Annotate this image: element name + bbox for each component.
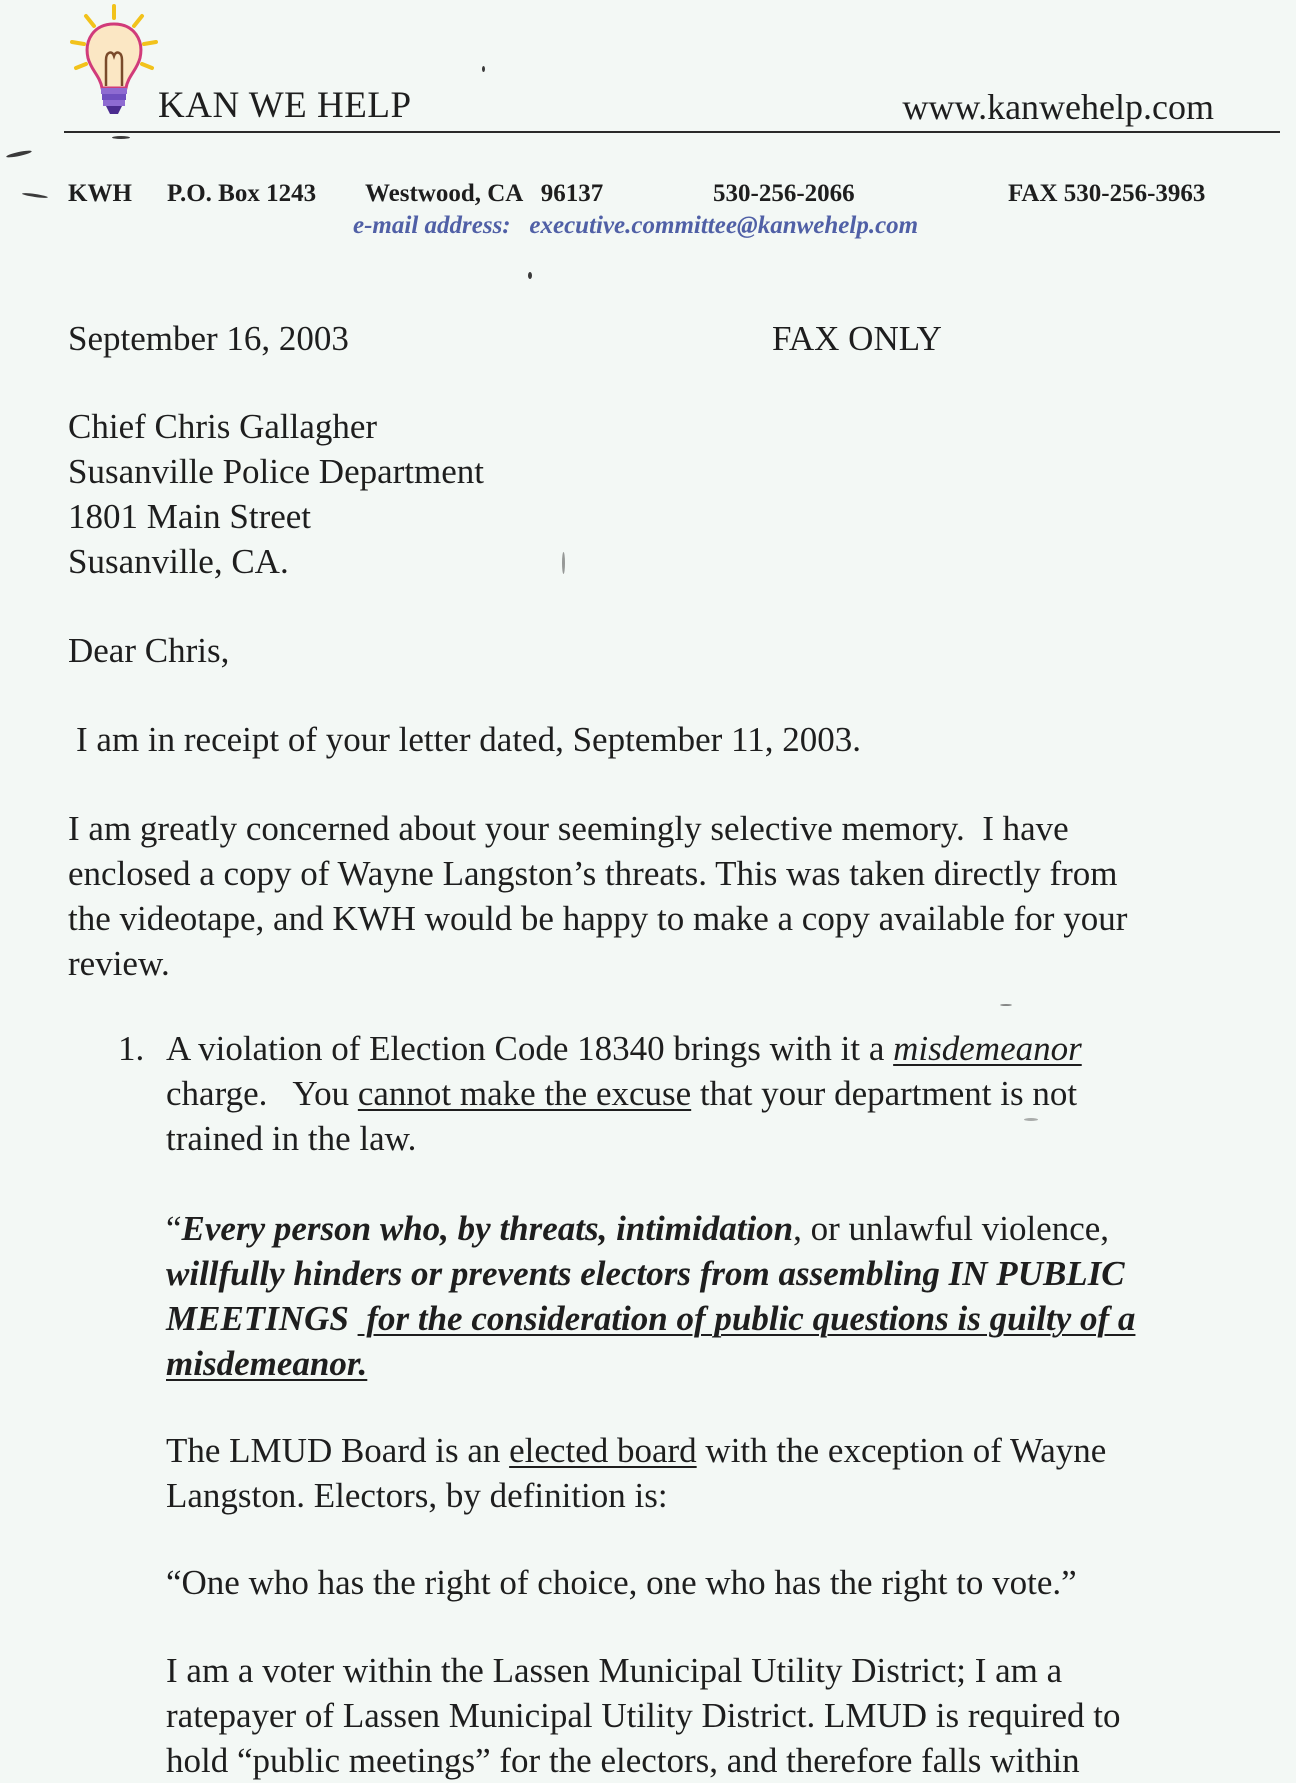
item-text: A violation of Election Code 18340 brings with it a	[166, 1029, 894, 1068]
paragraph-lmud	[166, 1428, 1106, 1518]
paragraph-receipt: I am in receipt of your letter dated, September 11, 2003.	[76, 720, 861, 759]
contact-abbrev: KWH	[68, 180, 132, 207]
email-label: e-mail address:	[353, 212, 511, 239]
scan-speck	[6, 149, 32, 158]
scan-speck	[1000, 1004, 1012, 1006]
item-text: that your department is not	[691, 1074, 1078, 1113]
quote-underlined: for the consideration of public questions is guilty of a	[357, 1299, 1136, 1338]
recipient-address	[68, 404, 484, 584]
paragraph-line: enclosed a copy of Wayne Langston’s threats. This was taken directly from	[68, 854, 1118, 893]
paragraph-text: with the exception of Wayne	[696, 1431, 1107, 1470]
letter-date: September 16, 2003	[68, 319, 349, 358]
letterhead-rule	[64, 131, 1280, 133]
paragraph-text: Langston. Electors, by definition is:	[166, 1476, 668, 1515]
quote-underlined: misdemeanor.	[166, 1344, 368, 1383]
salutation: Dear Chris,	[68, 631, 230, 670]
recipient-city: Susanville, CA.	[68, 542, 289, 581]
contact-fax: FAX 530-256-3963	[1008, 180, 1206, 207]
paragraph-line: the videotape, and KWH would be happy to make a copy available for your	[68, 899, 1128, 938]
paragraph-concern	[68, 806, 1268, 986]
email-address[interactable]: executive.committee@kanwehelp.com	[529, 212, 919, 239]
paragraph-line: I am a voter within the Lassen Municipal Utility District; I am a	[166, 1651, 1063, 1690]
scan-speck	[22, 192, 48, 199]
org-website[interactable]: www.kanwehelp.com	[902, 87, 1214, 127]
definition-quote: “One who has the right of choice, one who has the right to vote.”	[166, 1563, 1077, 1602]
scan-speck	[528, 272, 532, 279]
list-number: 1.	[118, 1029, 145, 1068]
recipient-street: 1801 Main Street	[68, 497, 312, 536]
paragraph-line: hold “public meetings” for the electors, and therefore falls within	[166, 1741, 1080, 1780]
paragraph-line: review.	[68, 944, 170, 983]
contact-phone: 530-256-2066	[713, 180, 855, 207]
scan-speck	[1024, 1118, 1038, 1121]
emphasis-elected-board: elected board	[509, 1431, 697, 1470]
paragraph-line: I am greatly concerned about your seemingly selective memory. I have	[68, 809, 1069, 848]
delivery-note: FAX ONLY	[772, 319, 942, 358]
recipient-department: Susanville Police Department	[68, 452, 485, 491]
scan-speck	[562, 552, 565, 574]
list-item-election-code	[166, 1026, 1266, 1161]
scan-speck	[112, 136, 130, 139]
quote-bold: MEETINGS	[166, 1299, 358, 1338]
legal-quote	[166, 1206, 1135, 1386]
item-text: charge. You	[166, 1074, 358, 1113]
item-text: trained in the law.	[166, 1119, 417, 1158]
lightbulb-icon	[66, 2, 162, 120]
paragraph-text: The LMUD Board is an	[166, 1431, 510, 1470]
quote-text: , or unlawful violence,	[793, 1209, 1110, 1248]
quote-bold: willfully hinders or prevents electors from assembling IN PUBLIC	[166, 1254, 1125, 1293]
org-name: KAN WE HELP	[158, 85, 412, 126]
quote-open: “	[166, 1209, 182, 1248]
email-line	[353, 212, 918, 240]
quote-bold: Every person who, by threats, intimidation	[181, 1209, 794, 1248]
scan-speck	[482, 66, 485, 72]
contact-city: Westwood, CA 96137	[365, 180, 604, 207]
paragraph-line: ratepayer of Lassen Municipal Utility District. LMUD is required to	[166, 1696, 1121, 1735]
emphasis-excuse: cannot make the excuse	[357, 1074, 692, 1113]
contact-po-box: P.O. Box 1243	[167, 180, 317, 207]
paragraph-voter	[166, 1648, 1121, 1783]
recipient-name: Chief Chris Gallagher	[68, 407, 378, 446]
emphasis-misdemeanor: misdemeanor	[893, 1029, 1082, 1068]
